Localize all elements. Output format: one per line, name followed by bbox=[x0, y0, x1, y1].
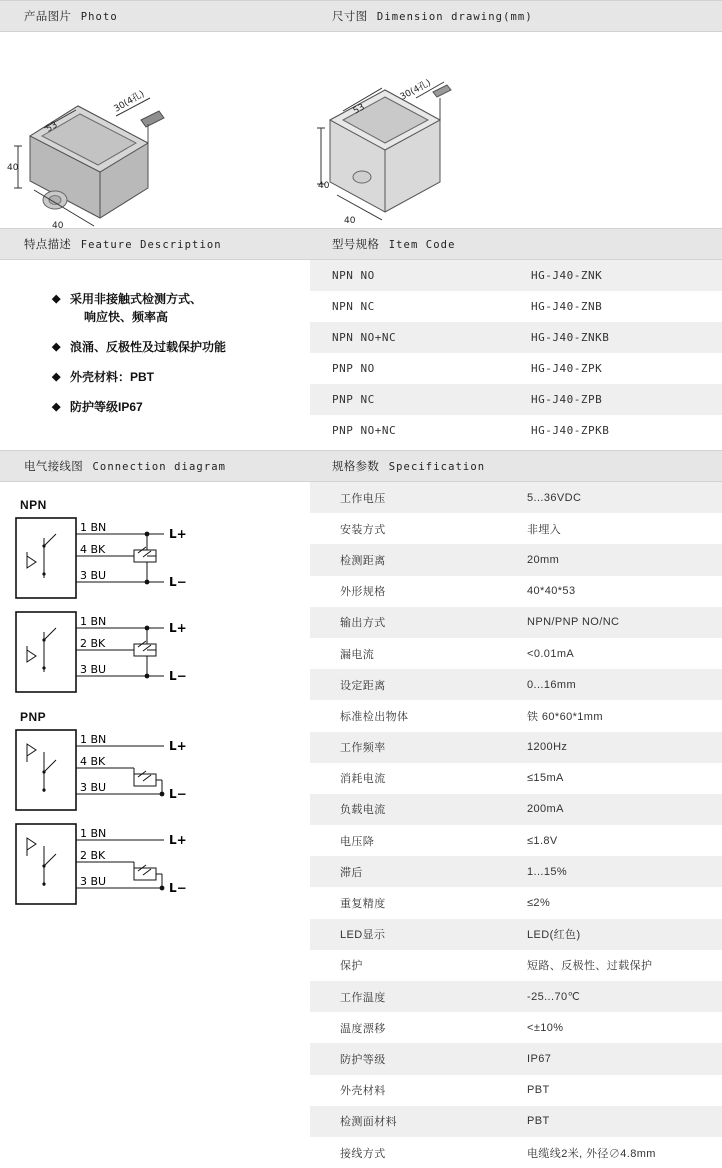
dim-label-40-left: 40 bbox=[318, 181, 330, 191]
dimension-header-en: Dimension drawing(mm) bbox=[376, 11, 533, 23]
item-type: PNP NO bbox=[332, 362, 375, 375]
product-photo-svg bbox=[7, 48, 188, 231]
table-row bbox=[310, 950, 722, 981]
spec-key: 重复精度 bbox=[340, 898, 386, 911]
diamond-icon: ◆ bbox=[52, 341, 61, 353]
feature-item bbox=[40, 398, 310, 416]
feature-header bbox=[0, 236, 310, 252]
spec-key: 防护等级 bbox=[310, 1043, 513, 1074]
spec-key: 滞后 bbox=[310, 856, 513, 887]
dimension-drawing bbox=[310, 32, 722, 228]
spec-value: ≤15mA bbox=[527, 772, 564, 785]
wiring-diagram-npn-2 bbox=[14, 610, 310, 694]
spec-header-cn: 规格参数 bbox=[332, 461, 380, 473]
feature-text: 防护等级IP67 bbox=[70, 400, 143, 414]
spec-key: 温度漂移 bbox=[340, 1022, 386, 1035]
itemcode-header-cn: 型号规格 bbox=[332, 239, 380, 251]
wire-label: 4 BK bbox=[80, 755, 106, 768]
photo-dim-30: 30(4孔) bbox=[112, 89, 147, 115]
wiring-diagram-npn-1 bbox=[14, 516, 310, 600]
diamond-icon: ◆ bbox=[52, 293, 61, 305]
wire-label: 2 BK bbox=[80, 849, 106, 862]
table-row bbox=[310, 825, 722, 856]
terminal-plus: L+ bbox=[169, 739, 187, 753]
table-row bbox=[310, 384, 722, 415]
table-row bbox=[310, 482, 722, 513]
dimension-header bbox=[310, 8, 722, 24]
spec-key: 检测面材料 bbox=[310, 1106, 513, 1137]
photo-dim-40-left: 40 bbox=[7, 163, 19, 173]
wire-label: 3 BU bbox=[80, 569, 107, 582]
table-row bbox=[310, 700, 722, 731]
spec-value: <0.01mA bbox=[527, 647, 575, 660]
spec-value: NPN/PNP NO/NC bbox=[513, 607, 722, 638]
table-row bbox=[310, 1137, 722, 1168]
spec-value: ≤2% bbox=[527, 897, 551, 910]
item-type: NPN NC bbox=[332, 300, 375, 313]
spec-key: 保护 bbox=[340, 960, 363, 973]
table-row bbox=[310, 794, 722, 825]
spec-key: 设定距离 bbox=[310, 669, 513, 700]
section-header-connection-spec bbox=[0, 450, 722, 482]
spec-key: 消耗电流 bbox=[340, 773, 386, 786]
table-row bbox=[310, 887, 722, 918]
spec-value: LED(红色) bbox=[513, 919, 722, 950]
spec-value: -25...70℃ bbox=[513, 981, 722, 1012]
spec-key: 输出方式 bbox=[310, 607, 513, 638]
dim-label-30: 30(4孔) bbox=[398, 78, 433, 103]
spec-key: 外壳材料 bbox=[340, 1085, 386, 1098]
item-type: NPN NO bbox=[310, 260, 513, 291]
wire-label: 1 BN bbox=[80, 615, 107, 628]
table-row bbox=[310, 544, 722, 575]
spec-value: 1200Hz bbox=[513, 732, 722, 763]
spec-value: 非埋入 bbox=[527, 523, 562, 536]
table-row bbox=[310, 1075, 722, 1106]
item-code: HG-J40-ZPB bbox=[513, 384, 722, 415]
pnp-label: PNP bbox=[20, 710, 47, 724]
spec-key: 标准检出物体 bbox=[340, 710, 409, 723]
spec-value: 短路、反极性、过载保护 bbox=[527, 960, 653, 973]
spec-key: 负载电流 bbox=[310, 794, 513, 825]
terminal-plus: L+ bbox=[169, 621, 187, 635]
spec-value: PBT bbox=[527, 1084, 550, 1097]
itemcode-header-en: Item Code bbox=[388, 239, 456, 251]
connection-header-cn: 电气接线图 bbox=[24, 461, 83, 473]
table-row bbox=[310, 638, 722, 669]
dim-label-53: 53 bbox=[351, 102, 367, 117]
dimension-header-cn: 尺寸图 bbox=[332, 11, 368, 23]
item-type: PNP NO+NC bbox=[332, 424, 397, 437]
terminal-minus: L− bbox=[169, 787, 187, 801]
table-row bbox=[310, 669, 722, 700]
table-row bbox=[310, 1012, 722, 1043]
photo-dim-40-bottom: 40 bbox=[52, 221, 64, 231]
spec-key: 漏电流 bbox=[340, 648, 375, 661]
connection-spec-body bbox=[0, 482, 722, 1168]
spec-key: 工作频率 bbox=[310, 732, 513, 763]
feature-header-cn: 特点描述 bbox=[24, 239, 72, 251]
spec-header-en: Specification bbox=[388, 461, 486, 473]
wiring-diagram-pnp-1 bbox=[14, 728, 310, 812]
table-row bbox=[310, 513, 722, 544]
wire-label: 2 BK bbox=[80, 637, 106, 650]
table-row bbox=[310, 1043, 722, 1074]
spec-value: 5...36VDC bbox=[513, 482, 722, 513]
table-row bbox=[310, 856, 722, 887]
wire-label: 3 BU bbox=[80, 663, 107, 676]
table-row bbox=[310, 576, 722, 607]
wiring-diagrams bbox=[0, 482, 310, 916]
spec-key: 工作电压 bbox=[310, 482, 513, 513]
feature-text: 采用非接触式检测方式、 bbox=[70, 292, 203, 306]
spec-header bbox=[310, 458, 722, 474]
spec-value: 电缆线2米, 外径∅4.8mm bbox=[527, 1147, 656, 1160]
item-code: HG-J40-ZPKB bbox=[531, 424, 610, 437]
terminal-plus: L+ bbox=[169, 527, 187, 541]
item-code: HG-J40-ZPK bbox=[531, 362, 603, 375]
itemcode-header bbox=[310, 236, 722, 252]
wire-label: 1 BN bbox=[80, 521, 107, 534]
table-row bbox=[310, 919, 722, 950]
feature-text: 浪涌、反极性及过载保护功能 bbox=[70, 340, 227, 354]
diamond-icon: ◆ bbox=[52, 371, 61, 383]
feature-item bbox=[40, 368, 310, 386]
table-row bbox=[310, 353, 722, 384]
spec-value: IP67 bbox=[513, 1043, 722, 1074]
spec-value: PBT bbox=[513, 1106, 722, 1137]
feature-itemcode-body bbox=[0, 260, 722, 450]
spec-value: 铁 60*60*1mm bbox=[527, 710, 603, 723]
photo-header-en: Photo bbox=[80, 11, 118, 23]
item-type: NPN NO+NC bbox=[310, 322, 513, 353]
wire-label: 1 BN bbox=[80, 827, 107, 840]
table-row bbox=[310, 1106, 722, 1137]
terminal-minus: L− bbox=[169, 881, 187, 895]
spec-value: <±10% bbox=[527, 1021, 564, 1034]
spec-key: LED显示 bbox=[310, 919, 513, 950]
table-row bbox=[310, 981, 722, 1012]
spec-key: 工作温度 bbox=[310, 981, 513, 1012]
spec-key: 外形规格 bbox=[340, 586, 386, 599]
table-row bbox=[310, 291, 722, 322]
specification-table bbox=[310, 482, 722, 1168]
spec-value: 20mm bbox=[513, 544, 722, 575]
wire-label: 3 BU bbox=[80, 875, 107, 888]
item-code: HG-J40-ZNK bbox=[513, 260, 722, 291]
table-row bbox=[310, 763, 722, 794]
terminal-minus: L− bbox=[169, 575, 187, 589]
dim-label-40-bottom: 40 bbox=[344, 216, 356, 226]
spec-value: 0...16mm bbox=[513, 669, 722, 700]
connection-header bbox=[0, 458, 310, 474]
feature-item bbox=[40, 290, 310, 326]
table-row bbox=[310, 607, 722, 638]
terminal-plus: L+ bbox=[169, 833, 187, 847]
section-header-photo-dimension bbox=[0, 0, 722, 32]
diamond-icon: ◆ bbox=[52, 401, 61, 413]
spec-key: 检测距离 bbox=[310, 544, 513, 575]
spec-value: 1...15% bbox=[513, 856, 722, 887]
npn-label: NPN bbox=[20, 498, 47, 512]
table-row bbox=[310, 260, 722, 291]
terminal-minus: L− bbox=[169, 669, 187, 683]
wire-label: 1 BN bbox=[80, 733, 107, 746]
item-code-table bbox=[310, 260, 722, 446]
spec-value: 40*40*53 bbox=[527, 585, 576, 598]
spec-key: 接线方式 bbox=[340, 1147, 386, 1160]
table-row bbox=[310, 415, 722, 446]
feature-text-2: 响应快、频率高 bbox=[84, 310, 169, 324]
feature-list bbox=[0, 276, 310, 428]
photo-header-cn: 产品图片 bbox=[24, 11, 72, 23]
item-type: PNP NC bbox=[310, 384, 513, 415]
photo-dim-53: 53 bbox=[44, 120, 60, 135]
section-header-feature-itemcode bbox=[0, 228, 722, 260]
spec-value: 200mA bbox=[513, 794, 722, 825]
wiring-diagram-pnp-2 bbox=[14, 822, 310, 906]
feature-header-en: Feature Description bbox=[80, 239, 222, 251]
dimension-drawing-svg bbox=[310, 32, 722, 228]
item-code: HG-J40-ZNKB bbox=[513, 322, 722, 353]
table-row bbox=[310, 322, 722, 353]
table-row bbox=[310, 732, 722, 763]
spec-value: ≤1.8V bbox=[527, 834, 558, 847]
spec-key: 安装方式 bbox=[340, 523, 386, 536]
connection-header-en: Connection diagram bbox=[92, 461, 227, 473]
item-code: HG-J40-ZNB bbox=[531, 300, 603, 313]
wire-label: 4 BK bbox=[80, 543, 106, 556]
spec-key: 电压降 bbox=[340, 835, 375, 848]
feature-text: 外壳材料：PBT bbox=[70, 370, 155, 384]
feature-item bbox=[40, 338, 310, 356]
photo-header bbox=[0, 8, 310, 24]
wire-label: 3 BU bbox=[80, 781, 107, 794]
